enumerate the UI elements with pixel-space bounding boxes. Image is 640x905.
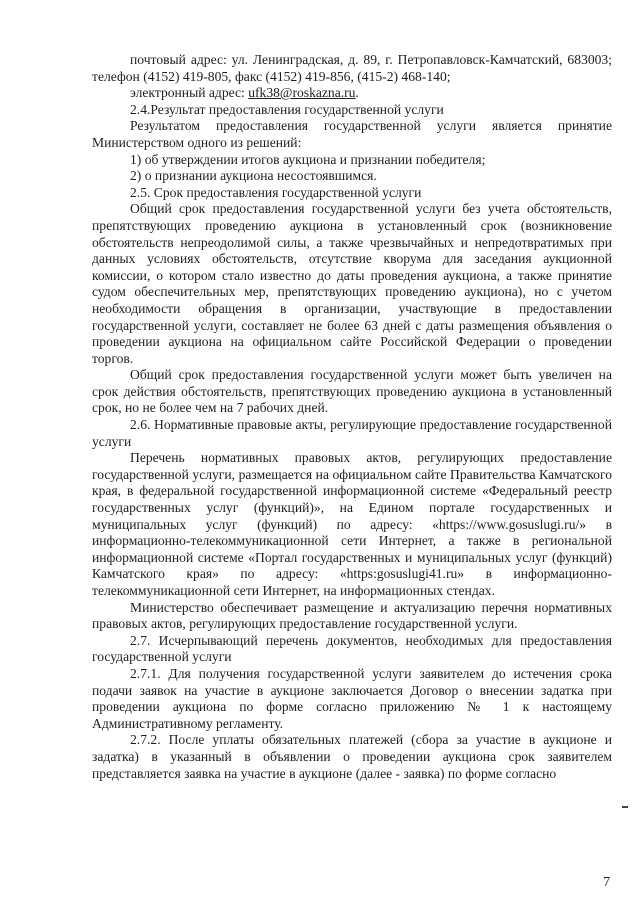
email-address-paragraph	[92, 85, 612, 102]
section-heading-2-7: 2.7. Исчерпывающий перечень документов, необходимых для предоставления государственной услуги	[92, 632, 612, 665]
term-extension-paragraph: Общий срок предоставления государственной услуги может быть увеличен на срок действия обстоятельств, препятствующих проведению аукциона в установленный срок, но не более чем на 7 рабочих дней.	[92, 367, 612, 416]
decision-item-1: 1) об утверждении итогов аукциона и признании победителя;	[130, 151, 486, 167]
clause-2-7-2: 2.7.2. После уплаты обязательных платежей (сбора за участие в аукционе и задатка) в указанный в объявлении о проведении аукциона срок заявителем представляется заявка на участие в аукционе (далее - заявка) по форме согласно	[92, 732, 612, 781]
email-label: электронный адрес:	[130, 85, 249, 101]
page-number: 7	[603, 874, 610, 889]
ministry-paragraph: Министерство обеспечивает размещение и актуализацию перечня нормативных правовых актов, регулирующих предоставление государственной услуги.	[92, 599, 612, 632]
email-link[interactable]: ufk38@roskazna.ru	[248, 85, 356, 101]
section-heading-2-5: 2.5. Срок предоставления государственной услуги	[130, 184, 422, 200]
term-paragraph: Общий срок предоставления государственной услуги без учета обстоятельств, препятствующих проведению аукциона в установленный срок (возникновение обстоятельств непреодолимой силы, а также чрезвычайных и непредотвратимых при данных условиях обстоятельств, отсутствие кворума для заседания аукционной комиссии, о котором стало известно до даты проведения аукциона, а также принятие судом обеспечительных мер, препятствующих проведению аукциона), но с учетом необходимости обращения в организации, участвующие в предоставлении государственной услуги, составляет не более 63 дней с даты размещения объявления о проведении аукциона на официальном сайте Российской Федерации о проведении торгов.	[92, 201, 612, 366]
section-heading-2-4: 2.4.Результат предоставления государственной услуги	[130, 101, 444, 117]
legal-acts-paragraph: Перечень нормативных правовых актов, регулирующих предоставление государственной услуги, размещается на официальном сайте Правительства Камчатского края, в федеральной государственной информационной системе «Федеральный реестр государственных услуг (функций)», на Едином портале государственных и муниципальных услуг (функций) по адресу: «https://www.gosuslugi.ru/» в информационно-телекоммуникационной сети Интернет, а также в региональной информационной системе «Портал государственных и муниципальных услуг (функций) Камчатского края» по адресу: «https:gosuslugi41.ru» в информационно-телекоммуникационной сети Интернет, на информационных стендах.	[92, 450, 612, 598]
decision-item-2: 2) о признании аукциона несостоявшимся.	[130, 168, 377, 184]
email-suffix: .	[355, 85, 359, 101]
document-body	[92, 52, 612, 782]
result-paragraph: Результатом предоставления государственной услуги является принятие Министерством одного из решений:	[92, 118, 612, 150]
clause-2-7-1: 2.7.1. Для получения государственной услуги заявителем до истечения срока подачи заявок на участие в аукционе заключается Договор о внесении задатка при проведении аукциона по форме согласно приложению № 1 к настоящему Административному регламенту.	[92, 665, 612, 731]
postal-address-paragraph: почтовый адрес: ул. Ленинградская, д. 89, г. Петропавловск-Камчатский, 683003; телефон (4152) 419-805, факс (4152) 419-856, (415-2) 468-140;	[92, 52, 612, 84]
scan-edge-mark	[622, 806, 628, 808]
section-heading-2-6: 2.6. Нормативные правовые акты, регулирующие предоставление государственной услуги	[92, 417, 612, 449]
